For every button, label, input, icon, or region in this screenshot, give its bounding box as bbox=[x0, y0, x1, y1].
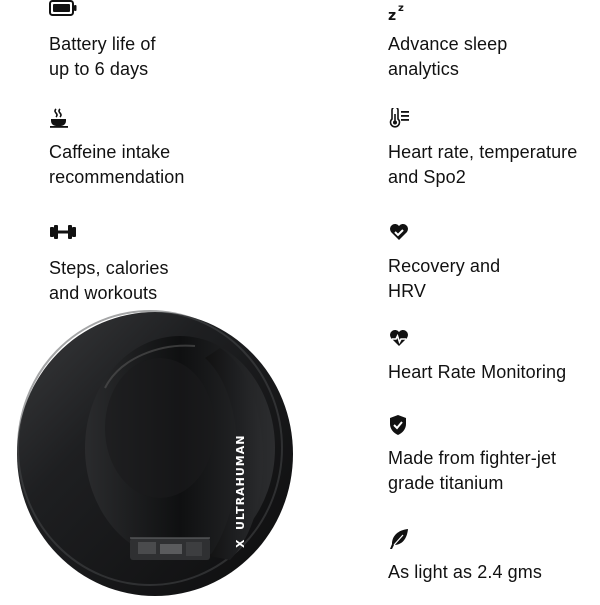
feature-light-label: As light as 2.4 gms bbox=[388, 562, 542, 582]
dumbbell-icon bbox=[49, 224, 75, 246]
feature-recovery-label: Recovery and HRV bbox=[388, 256, 501, 301]
feature-titanium bbox=[388, 414, 600, 496]
feature-caffeine-label: Caffeine intake recommendation bbox=[49, 142, 185, 187]
feature-heart-monitor-label: Heart Rate Monitoring bbox=[388, 362, 567, 382]
heart-check-icon bbox=[388, 222, 414, 244]
feature-sleep bbox=[388, 0, 600, 82]
feature-sleep-label: Advance sleep analytics bbox=[388, 34, 508, 79]
heart-pulse-icon bbox=[388, 328, 414, 350]
feature-caffeine bbox=[49, 108, 279, 190]
coffee-cup-icon bbox=[49, 108, 75, 130]
feature-battery bbox=[49, 0, 279, 82]
ring-product-image bbox=[10, 298, 300, 600]
ring-electronics bbox=[130, 538, 210, 560]
sleep-icon bbox=[388, 0, 414, 22]
feature-light bbox=[388, 528, 600, 585]
feature-recovery bbox=[388, 222, 600, 304]
thermometer-icon bbox=[388, 108, 414, 130]
battery-icon bbox=[49, 0, 75, 22]
feature-heart-temp-label: Heart rate, temperature and Spo2 bbox=[388, 142, 578, 187]
shield-check-icon bbox=[388, 414, 414, 436]
feature-heart-monitor bbox=[388, 328, 600, 385]
ring-logo-mark: X bbox=[234, 538, 247, 548]
feather-icon bbox=[388, 528, 414, 550]
ring-brand-text: ULTRAHUMAN bbox=[234, 434, 247, 530]
feature-heart-temp bbox=[388, 108, 600, 190]
svg-text:z: z bbox=[388, 8, 397, 22]
feature-battery-label: Battery life of up to 6 days bbox=[49, 34, 156, 79]
feature-steps bbox=[49, 224, 279, 306]
svg-text:z: z bbox=[398, 3, 404, 14]
feature-steps-label: Steps, calories and workouts bbox=[49, 258, 169, 303]
feature-titanium-label: Made from fighter-jet grade titanium bbox=[388, 448, 557, 493]
